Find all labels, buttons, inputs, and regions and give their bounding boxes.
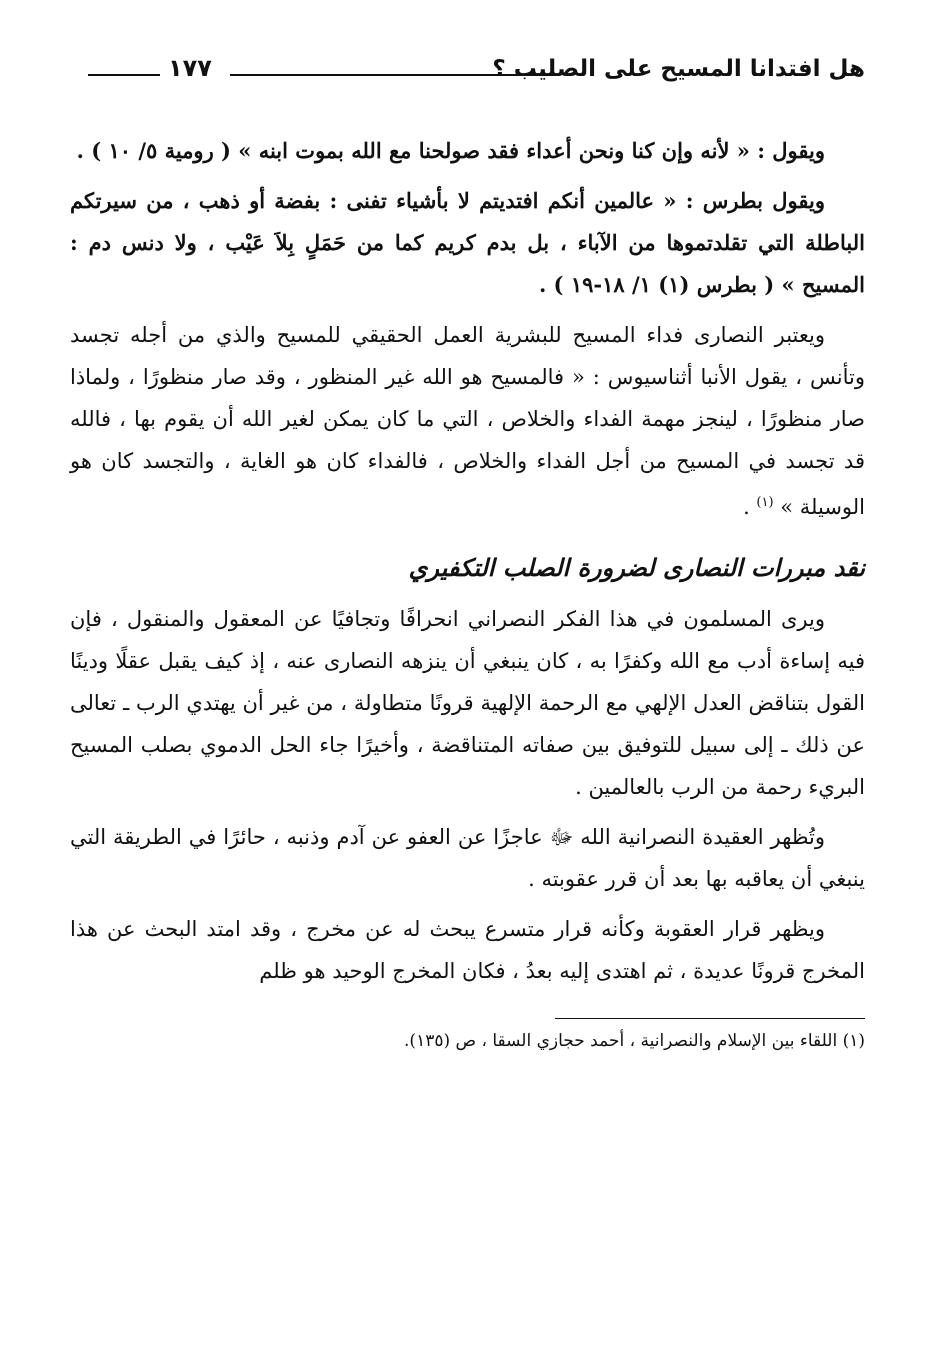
header-rule-short [88,74,160,76]
paragraph-romans-quote: ويقول : « لأنه وإن كنا ونحن أعداء فقد صولحنا مع الله بموت ابنه » ( رومية ٥/ ١٠ ) . [76,138,825,163]
paragraph-peter-quote: ويقول بطرس : « عالمين أنكم افتديتم لا بأشياء تفنى : بفضة أو ذهب ، من سيرتكم الباطلة التي تقلدتموها من الآباء ، بل بدم كريم كما من حَمَلٍ بِلاَ عَيْب ، ولا دنس دم : المسيح » ( بطرس (١) ١/ ١٨-١٩ ) . [70,188,865,297]
paragraph-athanasius [70,314,865,528]
footnote-ref: (١) [756,495,774,510]
paragraph-creed-view: وتُظهر العقيدة النصرانية الله ﷻ عاجزًا عن العفو عن آدم وذنبه ، حائرًا في الطريقة التي ينبغي أن يعاقبه بها بعد أن قرر عقوبته . [70,825,865,891]
section-heading: نقد مبررات النصارى لضرورة الصلب التكفيري [408,554,865,582]
paragraph-athanasius-text: ويعتبر النصارى فداء المسيح للبشرية العمل الحقيقي للمسيح والذي من أجله تجسد وتأنس ، يقول الأنبا أثناسيوس : « فالمسيح هو الله غير المنظور ، وقد صار منظورًا ، ولماذا صار منظورًا ، لينجز مهمة الفداء والخلاص ، التي ما كان يمكن لغير الله أن يقوم بها ، فالله قد تجسد في المسيح من أجل الفداء والخلاص ، فالفداء كان هو الغاية ، والتجسد كان هو الوسيلة » [70,323,865,519]
paragraph-punishment: ويظهر قرار العقوبة وكأنه قرار متسرع يبحث له عن مخرج ، وقد امتد البحث عن هذا المخرج قرونًا عديدة ، ثم اهتدى إليه بعدُ ، فكان المخرج الوحيد هو ظلم [70,917,865,983]
footnote: (١) اللقاء بين الإسلام والنصرانية ، أحمد حجازي السقا ، ص (١٣٥). [404,1031,865,1051]
book-title: هل افتدانا المسيح على الصليب ؟ [492,56,865,82]
page-number: ١٧٧ [168,54,212,82]
footnote-rule [555,1018,865,1019]
paragraph-muslim-view: ويرى المسلمون في هذا الفكر النصراني انحرافًا وتجافيًا عن المعقول والمنقول ، فإن فيه إساءة أدب مع الله وكفرًا به ، كان ينبغي أن ينزهه النصارى عنه ، إذ كيف يقبل عقلًا ودينًا القول بتناقض العدل الإلهي مع الرحمة الإلهية قرونًا متطاولة ، من غير أن يهتدي الرب ـ تعالى عن ذلك ـ إلى سبيل للتوفيق بين صفاته المتناقضة ، وأخيرًا جاء الحل الدموي بصلب المسيح البريء رحمة من الرب بالعالمين . [70,607,865,799]
running-header [70,40,865,90]
paragraph-end-mark: . [743,495,757,519]
page [70,40,865,1055]
header-rule [230,74,560,76]
